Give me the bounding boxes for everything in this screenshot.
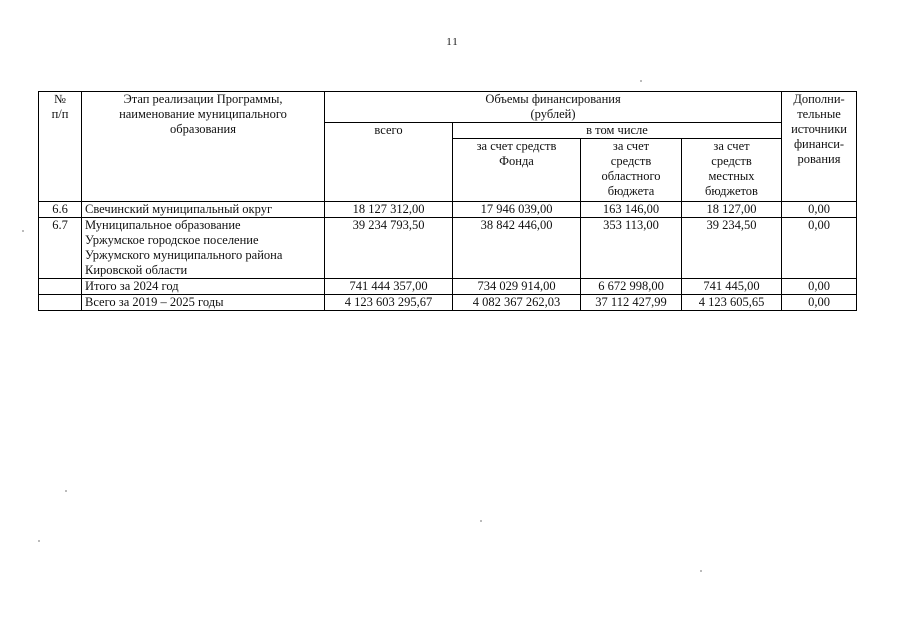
header-volumes: Объемы финансирования (рублей) <box>325 92 782 123</box>
cell-regional: 6 672 998,00 <box>581 279 682 295</box>
header-num: № п/п <box>39 92 82 202</box>
financing-table <box>38 91 857 311</box>
table-row-subtotal <box>39 279 857 295</box>
cell-regional: 37 112 427,99 <box>581 295 682 311</box>
cell-num <box>39 295 82 311</box>
cell-fund: 38 842 446,00 <box>453 218 581 279</box>
cell-extra: 0,00 <box>782 295 857 311</box>
table-row <box>39 218 857 279</box>
table-row <box>39 202 857 218</box>
cell-extra: 0,00 <box>782 218 857 279</box>
cell-num <box>39 279 82 295</box>
cell-name: Всего за 2019 – 2025 годы <box>82 295 325 311</box>
cell-num: 6.6 <box>39 202 82 218</box>
cell-total: 741 444 357,00 <box>325 279 453 295</box>
header-fund: за счет средств Фонда <box>453 139 581 202</box>
header-including: в том числе <box>453 123 782 139</box>
scan-speck <box>480 520 482 522</box>
cell-name: Свечинский муниципальный округ <box>82 202 325 218</box>
header-extra-sources: Дополни- тельные источники финанси- рования <box>782 92 857 202</box>
scan-speck <box>22 230 24 232</box>
scan-speck <box>640 80 642 82</box>
header-regional: за счет средств областного бюджета <box>581 139 682 202</box>
page-number: 11 <box>446 36 459 48</box>
cell-fund: 4 082 367 262,03 <box>453 295 581 311</box>
cell-fund: 734 029 914,00 <box>453 279 581 295</box>
header-local: за счет средств местных бюджетов <box>682 139 782 202</box>
cell-local: 39 234,50 <box>682 218 782 279</box>
header-stage: Этап реализации Программы, наименование муниципального образования <box>82 92 325 202</box>
cell-regional: 163 146,00 <box>581 202 682 218</box>
cell-local: 741 445,00 <box>682 279 782 295</box>
cell-name: Итого за 2024 год <box>82 279 325 295</box>
cell-local: 18 127,00 <box>682 202 782 218</box>
cell-fund: 17 946 039,00 <box>453 202 581 218</box>
scan-speck <box>38 540 40 542</box>
cell-name: Муниципальное образование Уржумское городское поселение Уржумского муниципального района Кировской области <box>82 218 325 279</box>
header-row-1 <box>39 92 857 123</box>
cell-total: 18 127 312,00 <box>325 202 453 218</box>
cell-local: 4 123 605,65 <box>682 295 782 311</box>
table-row-grand-total <box>39 295 857 311</box>
header-total: всего <box>325 123 453 202</box>
cell-total: 4 123 603 295,67 <box>325 295 453 311</box>
scan-speck <box>700 570 702 572</box>
cell-num: 6.7 <box>39 218 82 279</box>
cell-regional: 353 113,00 <box>581 218 682 279</box>
cell-total: 39 234 793,50 <box>325 218 453 279</box>
cell-extra: 0,00 <box>782 202 857 218</box>
scan-speck <box>65 490 67 492</box>
cell-extra: 0,00 <box>782 279 857 295</box>
